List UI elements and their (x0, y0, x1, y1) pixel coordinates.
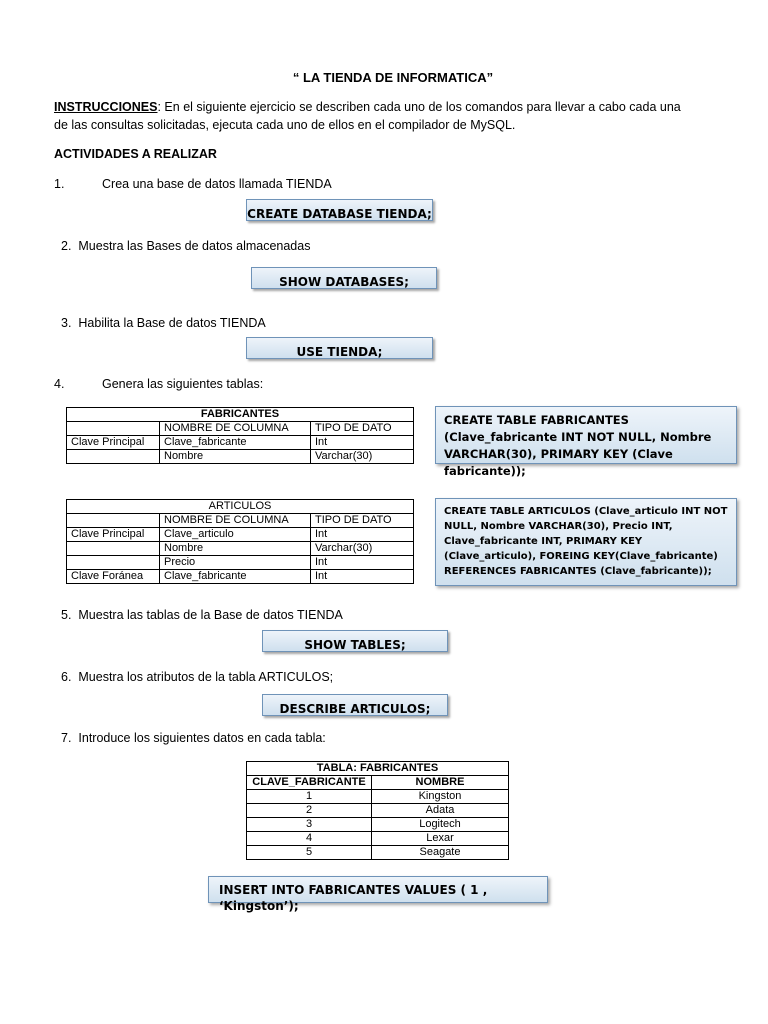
table-row: 5 Seagate (247, 846, 509, 860)
step-6 (61, 670, 333, 684)
step-text: Introduce los siguientes datos en cada tabla: (78, 731, 326, 745)
step-text: Crea una base de datos llamada TIENDA (102, 177, 332, 191)
step-text: Muestra las Bases de datos almacenadas (78, 239, 311, 253)
step-4 (54, 377, 264, 391)
step-number: 4. (54, 377, 65, 391)
articulos-schema-table (66, 499, 414, 584)
show-tables-command: SHOW TABLES; (262, 630, 448, 652)
page-title: “ LA TIENDA DE INFORMATICA” (292, 70, 494, 85)
create-articulos-sql: CREATE TABLE ARTICULOS (Clave_articulo INT NOT NULL, Nombre VARCHAR(30), Precio INT, Clave_fabricante INT, PRIMARY KEY (Clave_articulo), FOREING KEY(Clave_fabricante) REFERENCES FABRICANTES (Clave_fabricante)); (435, 498, 737, 586)
step-text: Habilita la Base de datos TIENDA (78, 316, 266, 330)
fabricantes-data-table (246, 761, 509, 860)
activities-heading: ACTIVIDADES A REALIZAR (54, 147, 217, 161)
column-header: CLAVE_FABRICANTE (247, 776, 372, 790)
step-number: 3. (61, 316, 72, 330)
step-number: 6. (61, 670, 72, 684)
step-number: 1. (54, 177, 65, 191)
table-row: Clave Foránea Clave_fabricante Int (67, 570, 414, 584)
table-row: Precio Int (67, 556, 414, 570)
step-text: Muestra los atributos de la tabla ARTICULOS; (78, 670, 334, 684)
table-row: 3 Logitech (247, 818, 509, 832)
column-header: NOMBRE (372, 776, 509, 790)
step-number: 2. (61, 239, 72, 253)
create-fabricantes-sql: CREATE TABLE FABRICANTES (Clave_fabricante INT NOT NULL, Nombre VARCHAR(30), PRIMARY KEY (Clave fabricante)); (435, 406, 737, 464)
instructions-label: INSTRUCCIONES (54, 100, 158, 114)
column-header: NOMBRE DE COLUMNA (160, 514, 311, 528)
table-title: ARTICULOS (67, 500, 414, 514)
table-row: Nombre Varchar(30) (67, 542, 414, 556)
table-row: 2 Adata (247, 804, 509, 818)
step-7 (61, 731, 326, 745)
step-3 (61, 316, 266, 330)
insert-fabricantes-command: INSERT INTO FABRICANTES VALUES ( 1 , ‘Kingston’); (208, 876, 548, 903)
step-number: 5. (61, 608, 72, 622)
table-row: Clave Principal Clave_fabricante Int (67, 436, 414, 450)
create-database-command: CREATE DATABASE TIENDA; (246, 199, 433, 221)
use-tienda-command: USE TIENDA; (246, 337, 433, 359)
table-row: 4 Lexar (247, 832, 509, 846)
describe-articulos-command: DESCRIBE ARTICULOS; (262, 694, 448, 716)
step-text: Genera las siguientes tablas: (102, 377, 264, 391)
show-databases-command: SHOW DATABASES; (251, 267, 437, 289)
column-header: TIPO DE DATO (311, 514, 414, 528)
step-1 (54, 177, 332, 191)
instructions (54, 98, 694, 134)
step-2 (61, 239, 310, 253)
step-number: 7. (61, 731, 72, 745)
column-header: TIPO DE DATO (311, 422, 414, 436)
step-5 (61, 608, 343, 622)
table-row: Nombre Varchar(30) (67, 450, 414, 464)
fabricantes-schema-table (66, 407, 414, 464)
table-title: FABRICANTES (67, 408, 414, 422)
step-text: Muestra las tablas de la Base de datos TIENDA (78, 608, 343, 622)
column-header: NOMBRE DE COLUMNA (160, 422, 311, 436)
table-title: TABLA: FABRICANTES (247, 762, 509, 776)
instructions-text: : En el siguiente ejercicio se describen cada uno de los comandos para llevar a cabo cada una de las consultas solicitadas, ejecuta cada uno de ellos en el compilador de MySQL. (54, 100, 681, 132)
table-row: Clave Principal Clave_articulo Int (67, 528, 414, 542)
table-row: 1 Kingston (247, 790, 509, 804)
